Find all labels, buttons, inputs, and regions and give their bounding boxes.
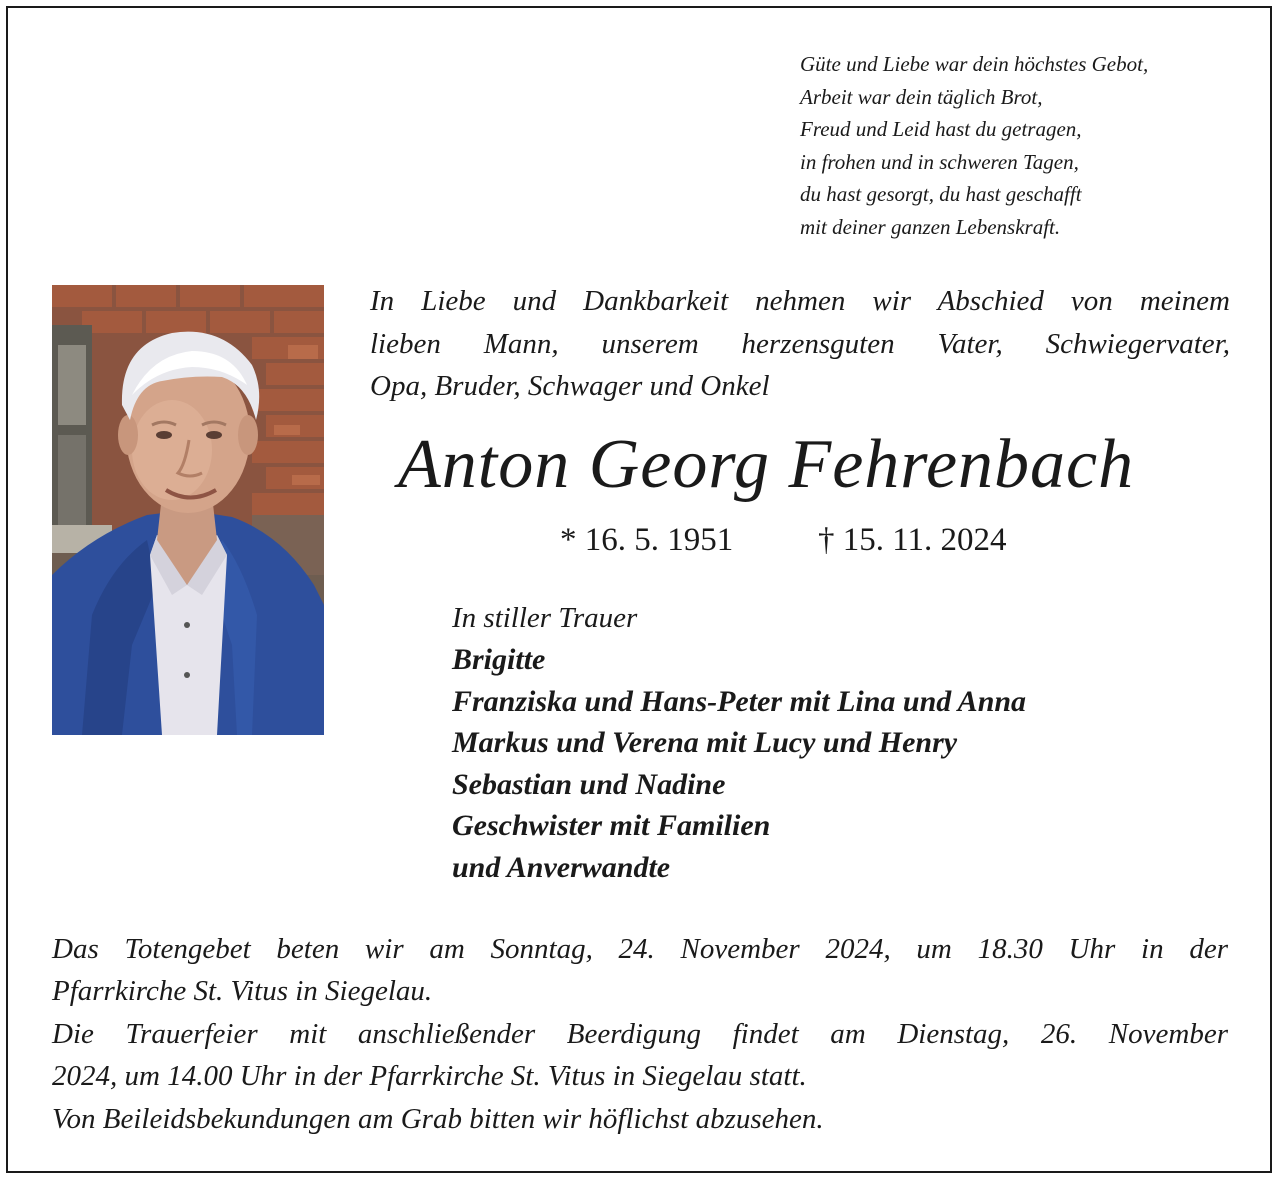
farewell-text [370, 280, 1240, 408]
memorial-poem [800, 48, 1260, 244]
mourner-entry: Geschwister mit Familien [452, 809, 771, 842]
mourner-entry: Franziska und Hans-Peter mit Lina und Anna [452, 684, 1027, 718]
farewell-line: lieben Mann, unserem herzensguten Vater, Schwiegervater, [370, 327, 1230, 360]
funeral-information [52, 928, 1232, 1140]
info-line: Pfarrkirche St. Vitus in Siegelau. [52, 975, 433, 1008]
mourner-entry: und Anverwandte [452, 850, 671, 884]
farewell-line: Opa, Bruder, Schwager und Onkel [370, 370, 770, 402]
mourner-entry: Sebastian und Nadine [452, 767, 726, 801]
poem-line: mit deiner ganzen Lebenskraft. [800, 214, 1061, 239]
mourner-entry: Markus und Verena mit Lucy und Henry [452, 726, 958, 759]
info-line: Das Totengebet beten wir am Sonntag, 24. November 2024, um 18.30 Uhr in der [52, 933, 1228, 965]
deceased-name: Anton Georg Fehrenbach [398, 426, 1135, 503]
poem-line: du hast gesorgt, du hast geschafft [800, 182, 1082, 207]
mourners-list [452, 597, 1252, 888]
mourners-lead: In stiller Trauer [452, 602, 638, 634]
farewell-line: In Liebe und Dankbarkeit nehmen wir Abschied von meinem [370, 285, 1230, 317]
poem-line: Güte und Liebe war dein höchstes Gebot, [800, 52, 1149, 76]
info-line: Die Trauerfeier mit anschließender Beerdigung findet am Dienstag, 26. November [52, 1017, 1228, 1050]
info-line: Von Beileidsbekundungen am Grab bitten wir höflichst abzusehen. [52, 1102, 824, 1135]
mourner-entry: Brigitte [452, 643, 546, 676]
death-date: † 15. 11. 2024 [818, 522, 1007, 558]
info-line: 2024, um 14.00 Uhr in der Pfarrkirche St. Vitus in Siegelau statt. [52, 1060, 807, 1093]
birth-date: * 16. 5. 1951 [560, 522, 734, 558]
portrait-photo [52, 285, 324, 735]
poem-line: Arbeit war dein täglich Brot, [800, 84, 1043, 109]
poem-line: Freud und Leid hast du getragen, [800, 117, 1082, 142]
poem-line: in frohen und in schweren Tagen, [800, 149, 1079, 174]
